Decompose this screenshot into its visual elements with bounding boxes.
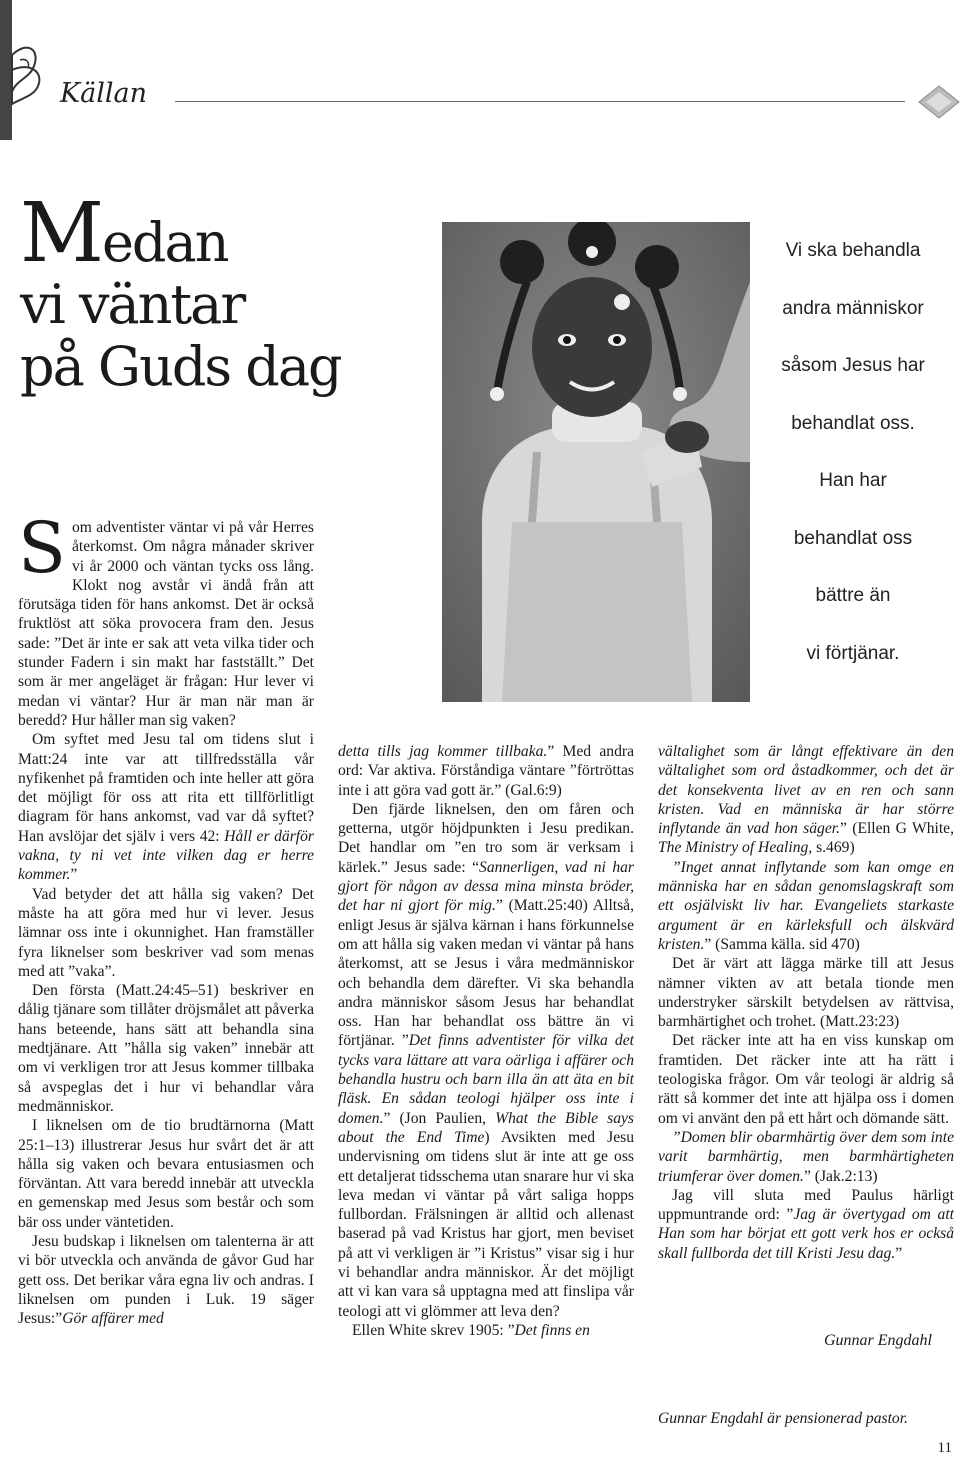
paragraph: Den första (Matt.24:45–51) beskriver en dålig tjänare som tillåter dröjsmålet att påverka hans beteende, hans sätt att behandla sina medtjänare. Att ”hålla sig vaken” innebär att om vi verkligen tror att Jesus kommer tillbaka så avspeglas det i hur vi behandlar våra medmänniskor. (18, 982, 314, 1115)
paragraph: Det är värt att lägga märke till att Jesus nämner vikten av att betala tionde men understryker särskilt betydelsen av rättvisa, barmhärtighet och trohet. (Matt.23:23) (658, 955, 954, 1031)
pull-quote (752, 222, 954, 682)
title-line2: vi väntar (20, 273, 245, 336)
quote-text: vältalighet som är långt effektivare än den vältalighet som ord åstadkommer, och det är det konsekventa livet av en ren och sann kristen. Vad en människa är har större inflytande än vad hon säger. (658, 743, 954, 838)
author-bio: Gunnar Engdahl är pensionerad pastor. (658, 1410, 908, 1427)
drop-cap: S (18, 507, 66, 589)
article-column-3 (658, 742, 954, 1263)
pull-quote-line: såsom Jesus har (781, 355, 925, 376)
author-signature: Gunnar Engdahl (824, 1332, 932, 1349)
quote-text: ”Inget annat inflytande som kan omge en människa har en sådan genomslagskraft som ett osjälviskt liv har. Evangeliets starkaste argument är en kärleksfull och älskvärd kristen. (658, 858, 954, 953)
pull-quote-line: bättre än (815, 585, 891, 606)
paragraph: ” (Matt.25:40) Alltså, enligt Jesus är själva kärnan i hans förkunnelse om att hålla sig vaken medan vi väntar på hans återkomst, att se Jesus i våra medmänniskor och behandla dem därefter. Vi ska behandla andra människor såsom Jesus har behandlat oss. Han har behandlat oss bättre än vi förtjänar. ” (338, 897, 634, 1050)
child-photo (442, 222, 750, 702)
header-rule (175, 101, 905, 102)
title-initial: M (20, 186, 102, 281)
quote-text: ”Domen blir obarmhärtig över dem som inte varit barmhärtig, men barmhärtigheten triumferar över domen. (658, 1128, 954, 1185)
quote-text: Håll er därför vakna, ty ni vet inte vilken dag er herre kommer. (18, 827, 314, 884)
quote-text: Jag är övertygad om att Han som har börjat ett gott verk hos er också skall fullborda det till Kristi Jesu dag. (658, 1206, 954, 1262)
paragraph: I liknelsen om de tio brudtärnorna (Matt 25:1–13) illustrerar Jesus hur svårt det är att hålla sig vaken och bevara entusiasmen och förväntan. Att vara beredd innebär att utveckla en gemenskap med Jesus som består och som bär oss under väntetiden. (18, 1117, 314, 1231)
section-title: Källan (60, 78, 148, 109)
paragraph: Den fjärde liknelsen, den om fåren och getterna, utgör höjdpunkten i Jesu predikan. Det handlar om ”en tro som är verksam i kärlek.” Jesus sade: “ (338, 800, 634, 876)
pull-quote-line: vi förtjänar. (806, 642, 900, 664)
paragraph: ” (Ellen G White, (840, 820, 954, 838)
paragraph: ) Avsikten med Jesu undervisning om tidens slut är inte att ge oss ett detaljerat tidsschema utan snarare hur vi ska leva medan vi väntar på vårt saliga hopps fullbordan. Frälsningen är alltid och allenast baserad på vad Kristus har gjort, men beviset på att vi verkligen är ”i Kristus” visar sig i hur vi behandlar andra människor. Är det möjligt att vi kan vara så upptagna med att finslipa vår teologi att vi glömmer att leva den? (338, 1128, 634, 1320)
paragraph: ” (Jak.2:13) (803, 1167, 878, 1185)
paragraph: ” (Samma källa. sid 470) (704, 935, 860, 953)
paragraph: , s.469) (808, 839, 855, 857)
page-number: 11 (937, 1440, 952, 1456)
quote-text: Gör affärer med (62, 1310, 164, 1328)
paragraph: Vad betyder det att hålla sig vaken? Det måste ha att göra med hur vi lever. Jesus lämnar oss inte i okunnighet. Han framställer fyra liknelser som beskriver vad som menas med att ”vaka”. (18, 885, 314, 980)
quote-text: Det finns adventister för vilka det tycks vara lättare att vara oärliga i affärer och behandla hustru och barn illa än att äta en bit fläsk. En sådan teologi hjälper oss inte i domen. (338, 1032, 634, 1127)
paragraph: Det räcker inte att ha en viss kunskap om framtiden. Det räcker inte att ha rätt i teologiska frågor. Om vår teologi är aldrig så rätt så kommer det inte att hjälpa oss i domen om vi använt den på ett hårt och dömande sätt. (658, 1032, 954, 1127)
pull-quote-line: Han har (819, 470, 887, 491)
article-column-1 (18, 507, 314, 1328)
title-line1: edan (101, 211, 228, 274)
paragraph: Ellen White skrev 1905: ” (352, 1321, 515, 1339)
article-title (20, 186, 430, 398)
title-line3: på Guds dag (20, 335, 341, 398)
paragraph: Om syftet med Jesu tal om tidens slut i Matt:24 inte var att tillfredsställa vår nyfikenhet på framtiden och inte heller att göra det möjligt för oss att rita ett tillförlitligt diagram för hans ankomst, vad var då syftet? Han avslöjar det själv i vers 42: (18, 731, 314, 845)
book-title: What the Bible says about the End Time (338, 1109, 634, 1146)
pull-quote-line: behandlat oss. (791, 412, 915, 434)
article-column-2 (338, 742, 634, 1340)
flame-logo-icon (0, 0, 58, 140)
quote-mark: ” (895, 1244, 903, 1262)
quote-mark: ” (70, 866, 78, 884)
quote-text: detta tills jag kommer tillbaka. (338, 743, 548, 760)
paragraph: Jag vill sluta med Paulus härligt uppmuntrande ord: ” (658, 1186, 954, 1224)
pull-quote-line: behandlat oss (793, 527, 913, 549)
diamond-ornament-icon (918, 85, 960, 119)
paragraph: Jesu budskap i liknelsen om talenterna är att vi bör utveckla och använda de gåvor Gud har gett oss. Det berikar våra egna liv och andras. I liknelsen om punden i Luk. 19 säger Jesus:” (18, 1232, 314, 1328)
pull-quote-line: Vi ska behandla (785, 240, 921, 261)
book-title: The Ministry of Healing (658, 839, 809, 857)
paragraph: ” (Jon Paulien, (383, 1109, 496, 1127)
paragraph: ” Med andra ord: Var aktiva. Förståndiga väntare ”förtröttas inte i att göra vad gott är.” (Gal.6:9) (338, 743, 634, 799)
quote-text: Det finns en (514, 1321, 590, 1339)
paragraph: om adventister väntar vi på vår Herres återkomst. Om några månader skriver vi år 2000 och väntan tycks oss lång. Klokt nog avstår vi ändå från att förutsäga tiden för hans ankomst. Det är också fruktlöst att söka provocera fram den. Jesus sade: ”Det är inte er sak att veta vilka tider och stunder Fadern i sin makt har fastställt.” Det som är mer angeläget är frågan: Hur lever vi medan vi väntar? Hur är man när man är beredd? Hur håller man sig vaken? (18, 519, 314, 729)
quote-text: Sannerligen, vad ni har gjort för någon av dessa mina minsta bröder, det har ni gjort för mig. (338, 858, 634, 915)
pull-quote-line: andra människor (782, 297, 924, 319)
